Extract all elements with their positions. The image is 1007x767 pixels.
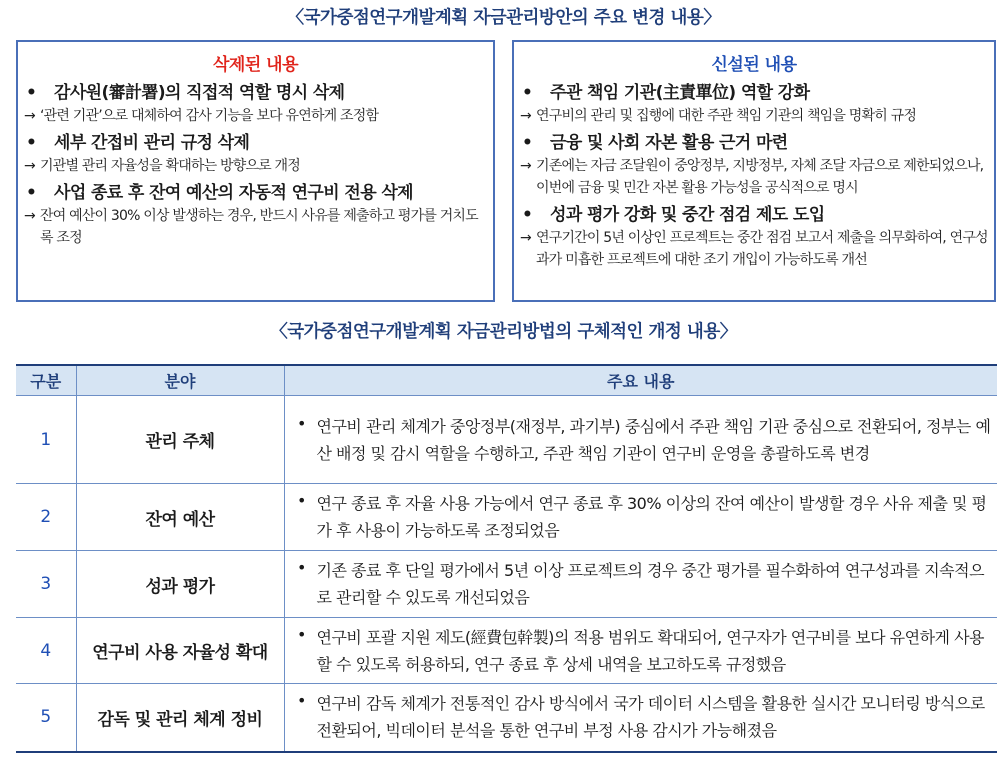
added-box (512, 40, 996, 302)
table-row (16, 551, 997, 618)
table-row (16, 396, 997, 484)
deleted-header: 삭제된 내용 (212, 55, 299, 75)
row-number: 4 (16, 618, 76, 684)
deleted-item-3-detail: → 잔여 예산이 30% 이상 발생하는 경우, 반드시 사유를 제출하고 평가를 거치도록 조정 (24, 208, 478, 246)
table-header-row (16, 365, 997, 396)
deleted-item-1-title: 감사원(審計署)의 직접적 역할 명시 삭제 (54, 83, 345, 103)
deleted-item-1: • 감사원(審計署)의 직접적 역할 명시 삭제 (26, 83, 345, 103)
added-item-3-title: 성과 평가 강화 및 중간 점검 제도 도입 (550, 205, 825, 225)
row-number: 2 (16, 484, 76, 551)
added-item-3-detail: → 연구기간이 5년 이상인 프로젝트는 중간 점검 보고서 제출을 의무화하여, 연구성과가 미흡한 프로젝트에 대한 조기 개입이 가능하도록 개선 (520, 230, 988, 268)
row-content: • 기존 종료 후 단일 평가에서 5년 이상 프로젝트의 경우 중간 평가를 필수화하여 연구성과를 지속적으로 관리할 수 있도록 개선되었음 (284, 551, 997, 618)
deleted-item-2-detail: → 기관별 관리 자율성을 확대하는 방향으로 개정 (24, 158, 301, 174)
added-item-1: • 주관 책임 기관(主責單位) 역할 강화 (522, 83, 810, 103)
row-number: 1 (16, 396, 76, 484)
row-category: 관리 주체 (76, 396, 284, 484)
header-content: 주요 내용 (284, 365, 997, 396)
deleted-item-2: • 세부 간접비 관리 규정 삭제 (26, 133, 250, 153)
row-category: 감독 및 관리 체계 정비 (76, 684, 284, 752)
added-item-1-title: 주관 책임 기관(主責單位) 역할 강화 (550, 83, 810, 103)
header-division: 구분 (16, 365, 76, 396)
row-number: 3 (16, 551, 76, 618)
table-row (16, 684, 997, 752)
row-content: • 연구비 관리 체계가 중앙정부(재정부, 과기부) 중심에서 주관 책임 기관 중심으로 전환되어, 정부는 예산 배정 및 감시 역할을 수행하고, 주관 책임 기관이 연구비 운영을 총괄하도록 변경 (284, 396, 997, 484)
row-content: • 연구 종료 후 자율 사용 가능에서 연구 종료 후 30% 이상의 잔여 예산이 발생할 경우 사유 제출 및 평가 후 사용이 가능하도록 조정되었음 (284, 484, 997, 551)
deleted-box (16, 40, 495, 302)
table-title: 〈국가중점연구개발계획 자금관리방법의 구체적인 개정 내용〉 (270, 322, 737, 342)
table-row (16, 618, 997, 684)
added-item-3: • 성과 평가 강화 및 중간 점검 제도 도입 (522, 205, 825, 225)
row-category: 연구비 사용 자율성 확대 (76, 618, 284, 684)
row-content: • 연구비 감독 체계가 전통적인 감사 방식에서 국가 데이터 시스템을 활용한 실시간 모니터링 방식으로 전환되어, 빅데이터 분석을 통한 연구비 부정 사용 감시가 가능해졌음 (284, 684, 997, 752)
added-header: 신설된 내용 (711, 55, 797, 75)
row-number: 5 (40, 707, 52, 728)
added-item-1-detail: → 연구비의 관리 및 집행에 대한 주관 책임 기관의 책임을 명확히 규정 (520, 108, 917, 124)
deleted-item-2-title: 세부 간접비 관리 규정 삭제 (54, 133, 250, 153)
deleted-item-3-title: 사업 종료 후 잔여 예산의 자동적 연구비 전용 삭제 (54, 183, 413, 203)
row-category: 성과 평가 (76, 551, 284, 618)
added-item-2-detail: → 기존에는 자금 조달원이 중앙정부, 지방정부, 자체 조달 자금으로 제한되었으나, 이번에 금융 및 민간 자본 활용 가능성을 공식적으로 명시 (520, 158, 984, 196)
top-title: 〈국가중점연구개발계획 자금관리방안의 주요 변경 내용〉 (286, 8, 721, 28)
row-content: • 연구비 포괄 지원 제도(經費包幹製)의 적용 범위도 확대되어, 연구자가 연구비를 보다 유연하게 사용할 수 있도록 허용하되, 연구 종료 후 상세 내역을 보고하도록 규정했음 (284, 618, 997, 684)
added-item-2-title: 금융 및 사회 자본 활용 근거 마련 (550, 133, 788, 153)
header-field: 분야 (76, 365, 284, 396)
deleted-item-1-detail: → ‘관련 기관’으로 대체하여 감사 기능을 보다 유연하게 조정함 (24, 108, 379, 124)
revision-table (16, 364, 997, 753)
deleted-item-3: • 사업 종료 후 잔여 예산의 자동적 연구비 전용 삭제 (26, 183, 413, 203)
row-category: 잔여 예산 (76, 484, 284, 551)
table-row (16, 484, 997, 551)
added-item-2: • 금융 및 사회 자본 활용 근거 마련 (522, 133, 788, 153)
